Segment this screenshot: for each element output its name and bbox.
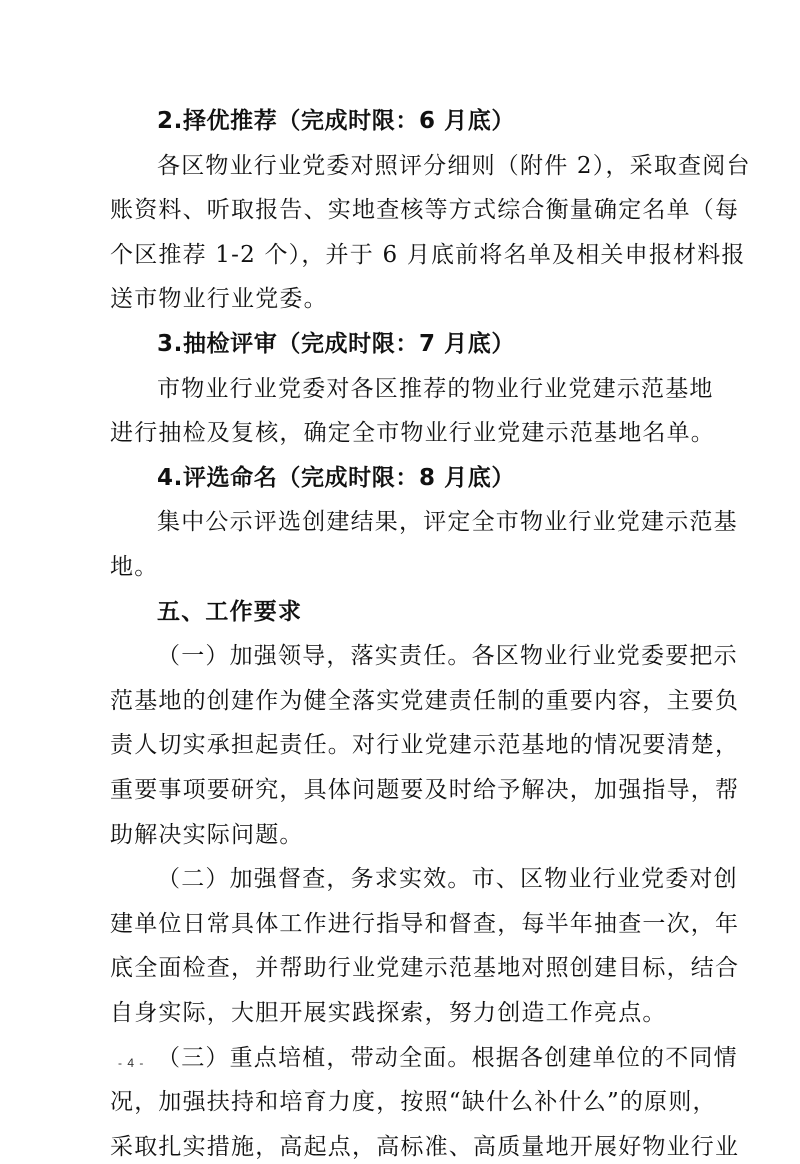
subheading-naming: 4.评选命名（完成时限：8 月底） <box>157 465 515 491</box>
paragraph-line: 况，加强扶持和培育力度，按照“缺什么补什么”的原则， <box>110 1089 717 1115</box>
paragraph-line: 范基地的创建作为健全落实党建责任制的重要内容，主要负 <box>110 688 740 714</box>
paragraph-line: 责人切实承担起责任。对行业党建示范基地的情况要清楚， <box>110 732 740 758</box>
paragraph-line: 底全面检查，并帮助行业党建示范基地对照创建目标，结合 <box>110 955 740 981</box>
paragraph-line: 集中公示评选创建结果，评定全市物业行业党建示范基 <box>157 509 738 535</box>
paragraph-line: 助解决实际问题。 <box>110 822 304 848</box>
subheading-select-recommend: 2.择优推荐（完成时限：6 月底） <box>157 108 515 134</box>
paragraph-line: 自身实际，大胆开展实践探索，努力创造工作亮点。 <box>110 1000 667 1026</box>
paragraph-line: 个区推荐 1-2 个），并于 6 月底前将名单及相关申报材料报 <box>110 242 746 268</box>
paragraph-line: 进行抽检及复核，确定全市物业行业党建示范基地名单。 <box>110 420 715 446</box>
paragraph-line: （一）加强领导，落实责任。各区物业行业党委要把示 <box>157 643 738 669</box>
paragraph-line: 账资料、听取报告、实地查核等方式综合衡量确定名单（每 <box>110 197 740 223</box>
page-number: - 4 - <box>118 1056 145 1070</box>
paragraph-line: 市物业行业党委对各区推荐的物业行业党建示范基地 <box>157 376 714 402</box>
paragraph-line: （三）重点培植，带动全面。根据各创建单位的不同情 <box>157 1045 738 1071</box>
paragraph-line: 送市物业行业党委。 <box>110 286 328 312</box>
paragraph-line: 采取扎实措施，高起点，高标准、高质量地开展好物业行业 <box>110 1134 740 1160</box>
paragraph-line: 重要事项要研究，具体问题要及时给予解决，加强指导，帮 <box>110 777 740 803</box>
subheading-spot-check: 3.抽检评审（完成时限：7 月底） <box>157 331 515 357</box>
paragraph-line: 各区物业行业党委对照评分细则（附件 2），采取查阅台 <box>157 153 751 179</box>
paragraph-line: （二）加强督查，务求实效。市、区物业行业党委对创 <box>157 866 738 892</box>
paragraph-line: 地。 <box>110 554 159 580</box>
section-heading-work-requirements: 五、工作要求 <box>157 599 303 625</box>
paragraph-line: 建单位日常具体工作进行指导和督查，每半年抽查一次，年 <box>110 911 740 937</box>
